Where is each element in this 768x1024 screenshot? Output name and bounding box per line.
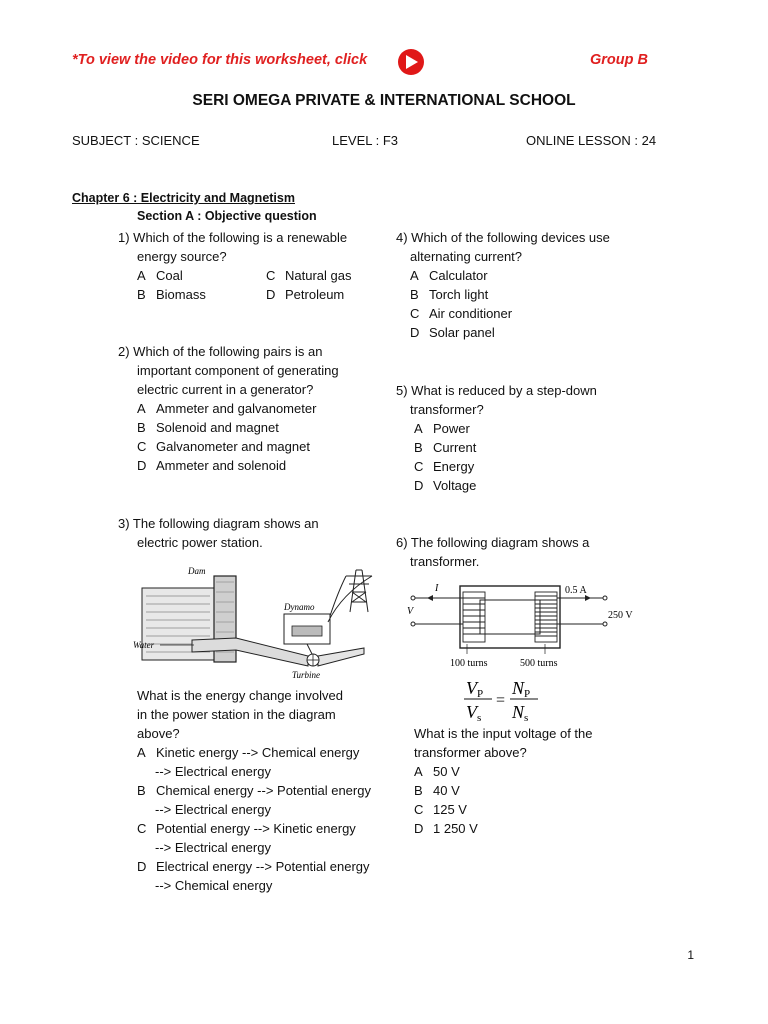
play-icon	[406, 55, 418, 69]
q3-option-c[interactable]: C Potential energy --> Kinetic energy	[137, 821, 356, 836]
q5-option-c[interactable]: C Energy	[414, 459, 475, 474]
q2-stem-line: important component of generating	[137, 363, 339, 378]
q3-option-b[interactable]: B Chemical energy --> Potential energy	[137, 783, 371, 798]
q1-stem-line: energy source?	[137, 249, 227, 264]
q2-option-d[interactable]: D Ammeter and solenoid	[137, 458, 287, 473]
q3-option-b-cont: --> Electrical energy	[155, 802, 271, 817]
dam-label: Dam	[188, 566, 206, 576]
equals-sign: =	[496, 692, 506, 709]
q3-question-line: in the power station in the diagram	[137, 707, 336, 722]
q3-question-line: above?	[137, 726, 180, 741]
question-4	[396, 228, 610, 342]
q3-option-c-cont: --> Electrical energy	[155, 840, 271, 855]
q5-option-a[interactable]: A Power	[414, 421, 470, 436]
transformer-formula	[462, 676, 542, 722]
q3-stem-line: 3) The following diagram shows an	[118, 516, 319, 531]
lesson-label: ONLINE LESSON : 24	[526, 133, 657, 148]
q6-question	[414, 724, 593, 838]
q1-option-c[interactable]: C Natural gas	[266, 268, 352, 283]
q1-stem-line: 1) Which of the following is a renewable	[118, 230, 348, 245]
svg-text:Ns: Ns	[512, 702, 529, 722]
power-station-diagram	[132, 562, 382, 680]
subject-label: SUBJECT : SCIENCE	[72, 133, 200, 148]
q4-option-b[interactable]: B Torch light	[410, 287, 489, 302]
q6-option-d[interactable]: D 1 250 V	[414, 821, 478, 836]
primary-turns-label: 100 turns	[450, 658, 488, 669]
q3-option-a[interactable]: A Kinetic energy --> Chemical energy	[137, 745, 360, 760]
input-voltage-label: V	[407, 606, 414, 617]
transformer-diagram	[405, 578, 640, 670]
q4-stem-line: 4) Which of the following devices use	[396, 230, 610, 245]
q3-option-d[interactable]: D Electrical energy --> Potential energy	[137, 859, 370, 874]
output-current-label: 0.5 A	[565, 585, 587, 596]
turbine-label: Turbine	[292, 670, 321, 680]
q3-stem-line: electric power station.	[137, 535, 263, 550]
q5-stem-line: transformer?	[410, 402, 484, 417]
q3-option-a-cont: --> Electrical energy	[155, 764, 271, 779]
level-label: LEVEL : F3	[332, 133, 398, 148]
svg-text:VP: VP	[466, 678, 484, 700]
q2-option-b[interactable]: B Solenoid and magnet	[137, 420, 279, 435]
q2-stem-line: electric current in a generator?	[137, 382, 314, 397]
group-label: Group B	[590, 52, 648, 68]
q1-option-a[interactable]: A Coal	[137, 268, 183, 283]
q3-question-line: What is the energy change involved	[137, 688, 343, 703]
q3-option-d-cont: --> Chemical energy	[155, 878, 273, 893]
q6-question-line: transformer above?	[414, 745, 527, 760]
video-link-text: *To view the video for this worksheet, click	[72, 52, 368, 68]
play-video-button[interactable]	[398, 49, 424, 75]
q2-stem-line: 2) Which of the following pairs is an	[118, 344, 323, 359]
section-title: Section A : Objective question	[137, 209, 317, 223]
page-number: 1	[687, 948, 694, 962]
svg-text:Vs: Vs	[466, 702, 482, 722]
question-1	[118, 228, 347, 266]
q4-option-c[interactable]: C Air conditioner	[410, 306, 513, 321]
question-5	[396, 381, 597, 495]
q4-stem-line: alternating current?	[410, 249, 523, 264]
q6-stem-line: 6) The following diagram shows a	[396, 535, 590, 550]
dynamo-label: Dynamo	[284, 602, 315, 612]
q1-option-d[interactable]: D Petroleum	[266, 287, 345, 302]
question-2	[118, 342, 339, 475]
question-6	[396, 533, 589, 571]
q3-question	[137, 686, 371, 895]
secondary-turns-label: 500 turns	[520, 658, 558, 669]
chapter-title: Chapter 6 : Electricity and Magnetism	[72, 191, 295, 205]
q4-option-a[interactable]: A Calculator	[410, 268, 488, 283]
question-3	[118, 514, 319, 552]
q6-option-b[interactable]: B 40 V	[414, 783, 460, 798]
q4-option-d[interactable]: D Solar panel	[410, 325, 495, 340]
school-title: SERI OMEGA PRIVATE & INTERNATIONAL SCHOOL	[192, 92, 576, 109]
svg-text:NP: NP	[512, 678, 531, 700]
q6-option-c[interactable]: C 125 V	[414, 802, 467, 817]
q5-option-b[interactable]: B Current	[414, 440, 477, 455]
output-voltage-label: 250 V	[608, 610, 633, 621]
q6-option-a[interactable]: A 50 V	[414, 764, 460, 779]
q2-option-c[interactable]: C Galvanometer and magnet	[137, 439, 310, 454]
q6-question-line: What is the input voltage of the	[414, 726, 593, 741]
q6-stem-line: transformer.	[410, 554, 480, 569]
q1-option-b[interactable]: B Biomass	[137, 287, 206, 302]
q2-option-a[interactable]: A Ammeter and galvanometer	[137, 401, 317, 416]
water-label: Water	[133, 640, 155, 650]
current-i-label: I	[435, 583, 439, 594]
q5-option-d[interactable]: D Voltage	[414, 478, 477, 493]
q5-stem-line: 5) What is reduced by a step-down	[396, 383, 597, 398]
